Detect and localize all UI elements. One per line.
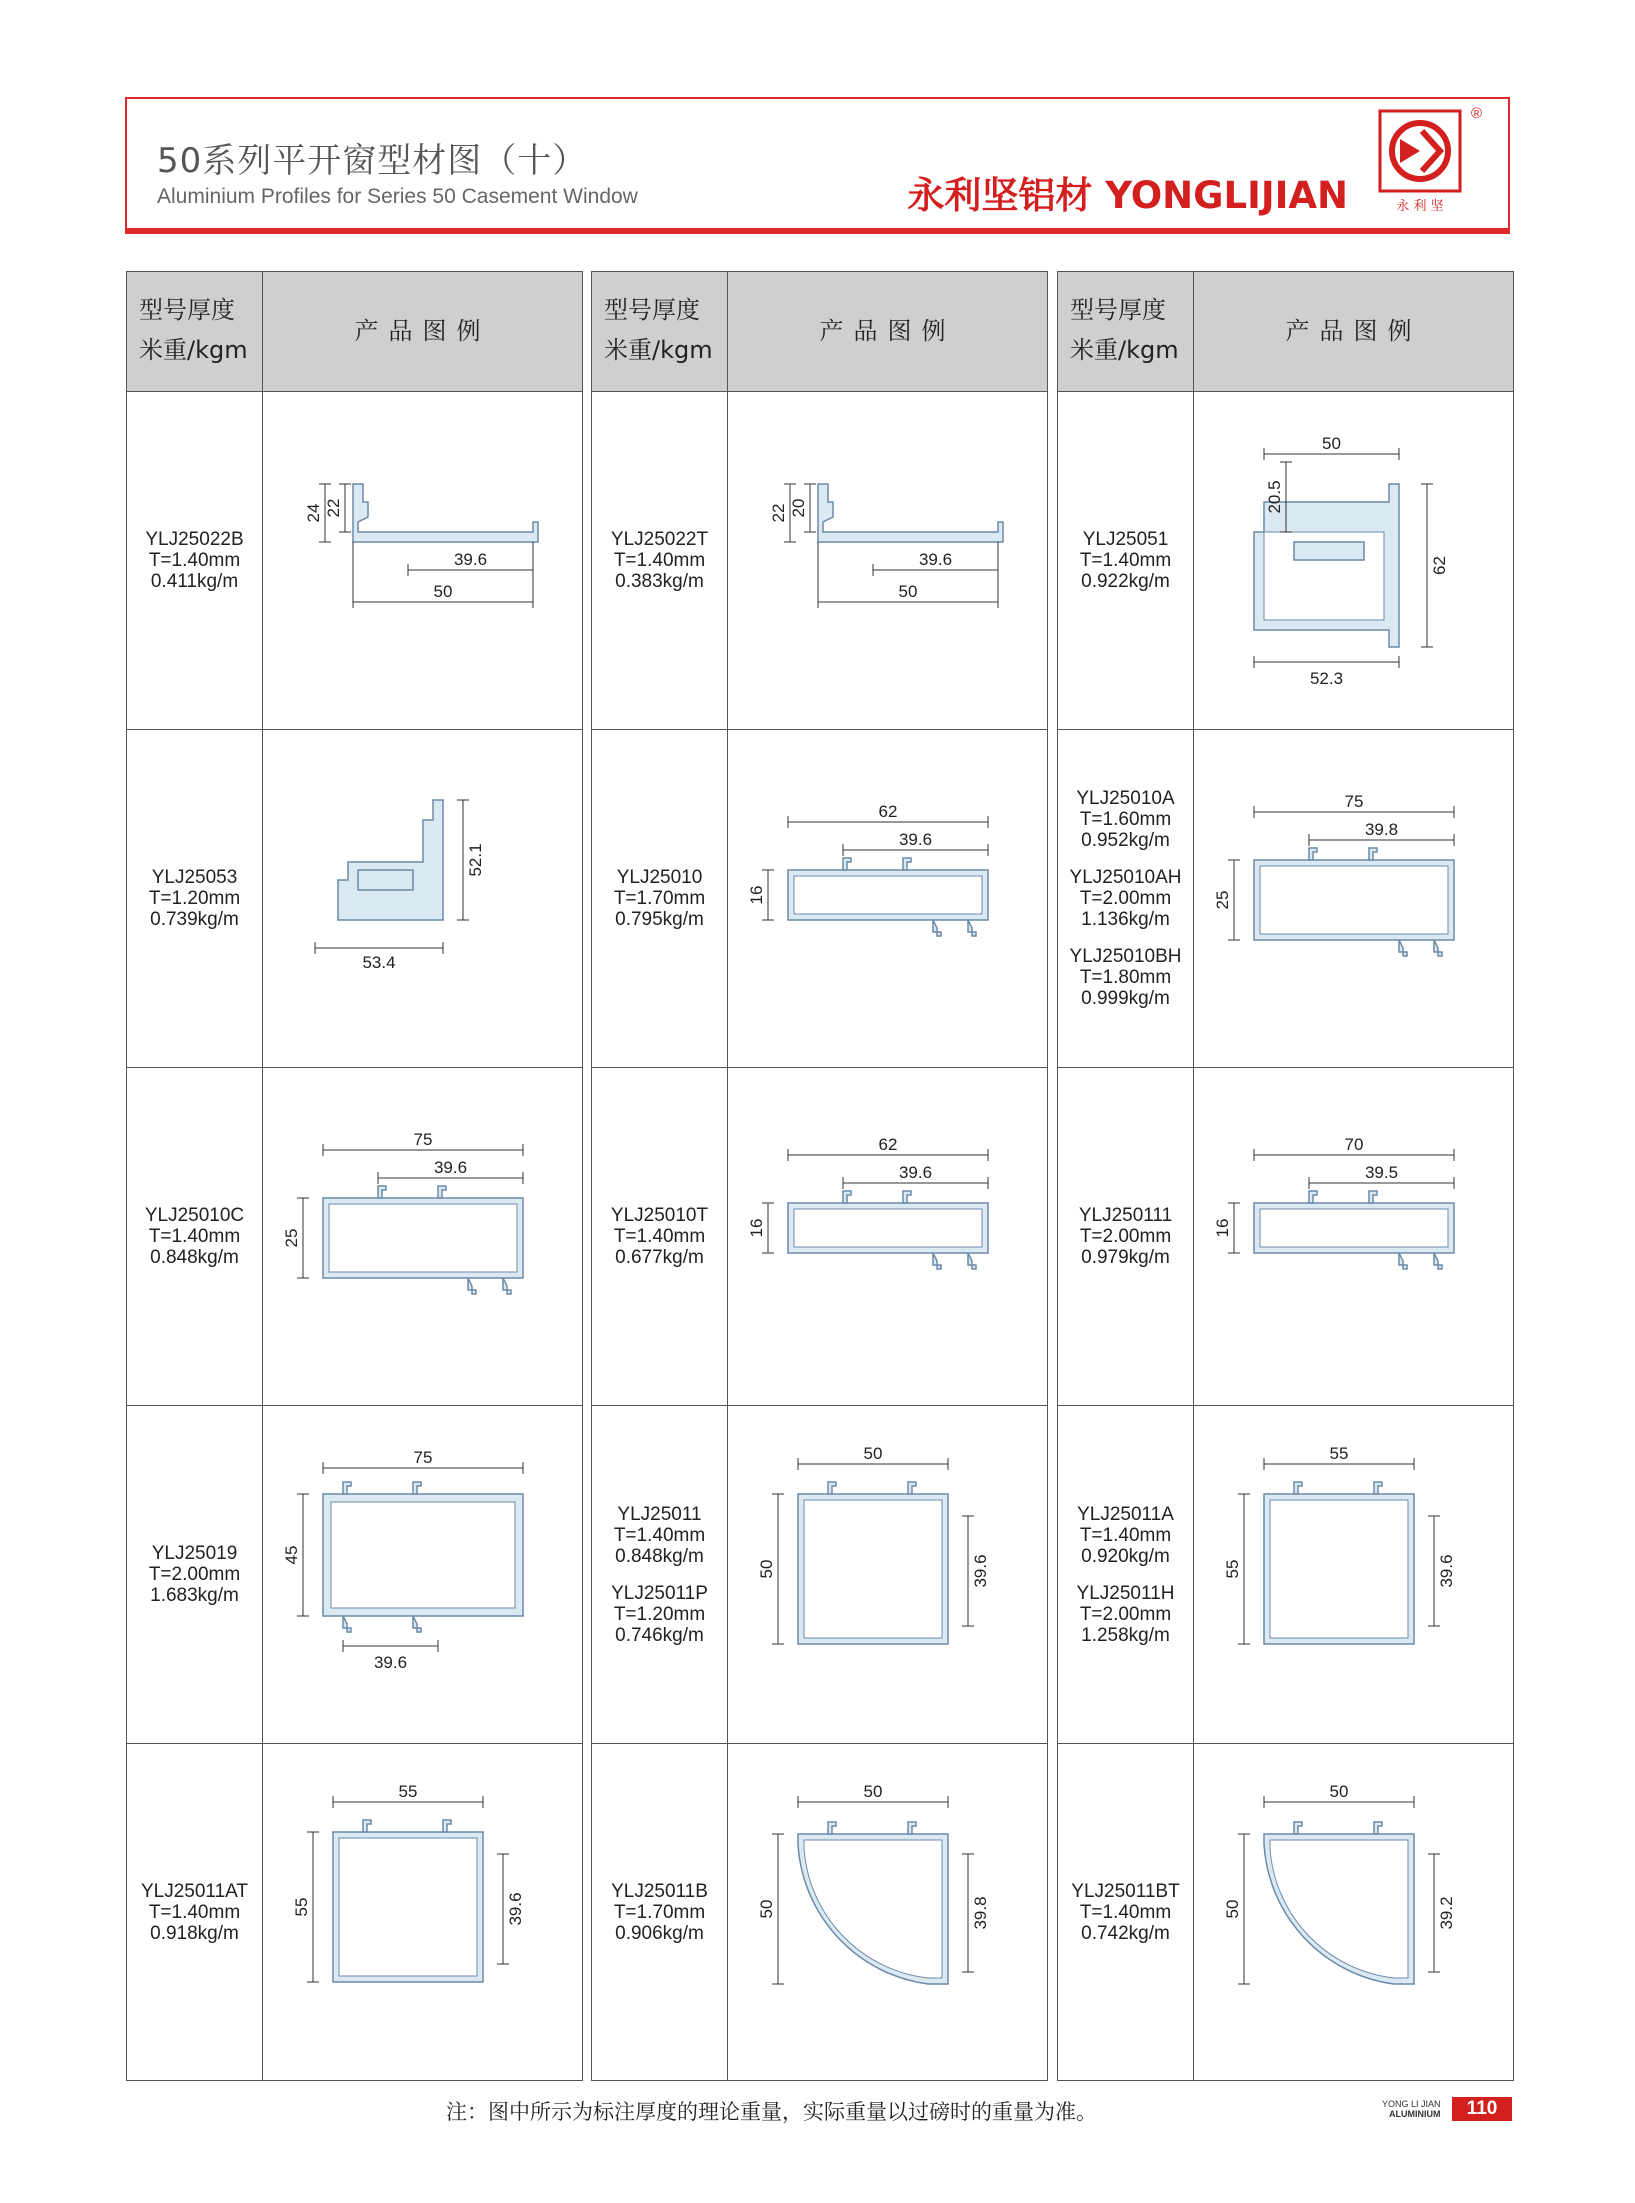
- svg-text:50: 50: [1329, 1782, 1349, 1801]
- profile-drawing: [263, 1406, 583, 1744]
- svg-text:50: 50: [1322, 434, 1341, 453]
- profile-figure: [1194, 392, 1513, 729]
- profile-figure: [263, 730, 582, 1067]
- unit-weight: 0.918kg/m: [150, 1923, 239, 1944]
- footer-note: 注：图中所示为标注厚度的理论重量，实际重量以过磅时的重量为准。: [446, 2100, 1097, 2124]
- svg-text:39.6: 39.6: [898, 830, 933, 849]
- unit-weight: 0.746kg/m: [615, 1624, 704, 1646]
- profile-drawing: [263, 1068, 583, 1406]
- svg-text:55: 55: [398, 1782, 418, 1801]
- table-row: [1058, 1067, 1513, 1405]
- profile-spec: [1070, 946, 1182, 1009]
- thickness: T=1.40mm: [148, 550, 241, 571]
- profile-spec: [149, 867, 240, 930]
- thickness: T=1.60mm: [1079, 809, 1172, 830]
- spec-header: 型号厚度 米重/kgm: [592, 272, 728, 391]
- table-header: [592, 272, 1047, 392]
- thickness: T=2.00mm: [1079, 888, 1172, 909]
- page-subtitle: Aluminium Profiles for Series 50 Casement Window: [157, 185, 638, 208]
- profile-spec: [1077, 1583, 1175, 1646]
- svg-text:39.6: 39.6: [898, 1163, 933, 1182]
- thickness: T=2.00mm: [1079, 1226, 1172, 1247]
- thickness: T=1.40mm: [613, 550, 706, 571]
- profile-figure: [728, 1068, 1047, 1405]
- table-row: [592, 1405, 1047, 1743]
- spec-cell: [127, 392, 263, 729]
- unit-weight: 0.411kg/m: [150, 571, 239, 592]
- page-header: [125, 97, 1510, 234]
- spec-cell: [1058, 1406, 1194, 1743]
- svg-text:20.5: 20.5: [1265, 480, 1284, 514]
- profile-figure: [728, 1744, 1047, 2081]
- svg-text:50: 50: [1223, 1899, 1242, 1919]
- thickness: T=1.40mm: [613, 1524, 706, 1546]
- profile-drawing: [728, 392, 1048, 730]
- unit-weight: 0.952kg/m: [1081, 830, 1170, 851]
- profile-figure: [728, 730, 1047, 1067]
- profile-figure: [1194, 730, 1513, 1067]
- svg-text:52.3: 52.3: [1309, 669, 1344, 688]
- thickness: T=1.40mm: [148, 1226, 241, 1247]
- unit-weight: 0.979kg/m: [1081, 1247, 1170, 1268]
- profile-spec: [611, 529, 708, 592]
- svg-text:39.2: 39.2: [1437, 1896, 1456, 1930]
- profile-drawing: [263, 1744, 583, 2082]
- model-number: YLJ25011P: [611, 1582, 708, 1604]
- table-row: [1058, 391, 1513, 729]
- svg-text:16: 16: [747, 1218, 766, 1238]
- table-row: [592, 1743, 1047, 2081]
- svg-text:39.6: 39.6: [1437, 1554, 1456, 1588]
- unit-weight: 0.999kg/m: [1081, 988, 1170, 1009]
- table-row: [127, 1405, 582, 1743]
- profile-figure: [263, 1744, 582, 2081]
- table-row: [1058, 729, 1513, 1067]
- thickness: T=1.20mm: [148, 888, 241, 909]
- profile-drawing: [1194, 1068, 1514, 1406]
- svg-text:55: 55: [292, 1897, 311, 1917]
- profile-drawing: [728, 1744, 1048, 2082]
- profile-drawing: [728, 1068, 1048, 1406]
- table-header: [127, 272, 582, 392]
- svg-text:50: 50: [863, 1444, 883, 1463]
- spec-cell: [592, 392, 728, 729]
- svg-text:50: 50: [898, 582, 918, 601]
- spec-cell: [592, 1406, 728, 1743]
- svg-text:75: 75: [413, 1130, 433, 1149]
- svg-text:39.6: 39.6: [433, 1158, 468, 1177]
- profile-spec: [145, 1205, 244, 1268]
- profile-figure: [263, 1068, 582, 1405]
- profile-spec: [611, 1881, 708, 1944]
- brand-logo-icon: [1378, 109, 1462, 215]
- profile-drawing: [1194, 392, 1514, 730]
- spec-cell: [127, 1068, 263, 1405]
- svg-text:24: 24: [304, 503, 323, 523]
- profile-spec: [611, 1583, 708, 1646]
- figure-header: 产品图例: [819, 317, 956, 345]
- svg-text:39.6: 39.6: [373, 1653, 408, 1672]
- spec-cell: [592, 1068, 728, 1405]
- model-number: YLJ25011: [617, 1503, 702, 1525]
- svg-text:39.8: 39.8: [971, 1896, 990, 1930]
- model-number: YLJ250111: [1078, 1205, 1173, 1226]
- model-number: YLJ25053: [151, 867, 238, 888]
- model-number: YLJ25022B: [145, 529, 244, 550]
- spec-cell: [1058, 1744, 1194, 2081]
- svg-text:16: 16: [747, 885, 766, 905]
- profile-drawing: [728, 730, 1048, 1068]
- svg-text:45: 45: [282, 1545, 301, 1565]
- logo-sub-label: 永 利 坚: [1396, 199, 1444, 214]
- table-row: [127, 729, 582, 1067]
- spec-cell: [1058, 730, 1194, 1067]
- unit-weight: 0.848kg/m: [615, 1545, 704, 1567]
- svg-text:55: 55: [1329, 1444, 1349, 1463]
- profile-spec: [1077, 1504, 1174, 1567]
- model-number: YLJ25022T: [610, 529, 709, 550]
- thickness: T=1.40mm: [613, 1226, 706, 1247]
- profile-figure: [263, 392, 582, 729]
- svg-text:39.8: 39.8: [1364, 820, 1399, 839]
- profile-spec: [1071, 1881, 1179, 1944]
- spec-cell: [592, 730, 728, 1067]
- svg-text:62: 62: [878, 802, 898, 821]
- unit-weight: 0.677kg/m: [615, 1247, 704, 1268]
- figure-header: 产品图例: [354, 317, 491, 345]
- spec-cell: [127, 730, 263, 1067]
- model-number: YLJ25051: [1082, 529, 1169, 550]
- table-header: [1058, 272, 1513, 392]
- model-number: YLJ25010AH: [1069, 867, 1182, 888]
- profile-spec: [1070, 867, 1182, 930]
- unit-weight: 0.922kg/m: [1081, 571, 1170, 592]
- profile-spec: [149, 1543, 240, 1606]
- profile-drawing: [263, 730, 583, 1068]
- svg-text:39.6: 39.6: [971, 1554, 990, 1588]
- table-row: [127, 1067, 582, 1405]
- spec-cell: [592, 1744, 728, 2081]
- unit-weight: 0.848kg/m: [150, 1247, 239, 1268]
- svg-text:20: 20: [789, 498, 808, 518]
- spec-header: 型号厚度 米重/kgm: [127, 272, 263, 391]
- profile-figure: [1194, 1744, 1513, 2081]
- svg-text:53.4: 53.4: [362, 953, 396, 972]
- svg-text:25: 25: [1213, 890, 1232, 910]
- model-number: YLJ25011AT: [140, 1881, 249, 1902]
- svg-text:25: 25: [282, 1228, 301, 1248]
- svg-text:50: 50: [863, 1782, 883, 1801]
- profile-spec: [614, 1504, 705, 1567]
- profile-drawing: [263, 392, 583, 730]
- model-number: YLJ25010: [616, 867, 703, 888]
- model-number: YLJ25011A: [1077, 1503, 1174, 1525]
- model-number: YLJ25010A: [1076, 788, 1175, 809]
- svg-text:62: 62: [878, 1135, 898, 1154]
- model-number: YLJ25011B: [611, 1881, 708, 1902]
- profile-drawing: [1194, 1744, 1514, 2082]
- thickness: T=1.40mm: [1079, 1524, 1172, 1546]
- table-row: [592, 1067, 1047, 1405]
- model-number: YLJ25010C: [144, 1205, 245, 1226]
- svg-text:39.6: 39.6: [918, 550, 953, 569]
- model-number: YLJ25011H: [1076, 1582, 1175, 1604]
- registered-mark: ®: [1470, 105, 1482, 122]
- model-number: YLJ25010T: [610, 1205, 709, 1226]
- svg-text:50: 50: [433, 582, 453, 601]
- profile-drawing: [1194, 1406, 1514, 1744]
- page-number: 110: [1452, 2097, 1512, 2121]
- profile-drawing: [1194, 730, 1514, 1068]
- profile-spec: [1079, 1205, 1172, 1268]
- brand-name: 永利坚铝材 YONGLIJIAN: [907, 174, 1348, 217]
- spec-table-1: [126, 271, 583, 2081]
- profile-spec: [141, 1881, 248, 1944]
- footer-brand: YONG LI JIAN ALUMINIUM: [1382, 2099, 1441, 2119]
- thickness: T=1.40mm: [148, 1902, 241, 1923]
- svg-text:16: 16: [1213, 1218, 1232, 1238]
- unit-weight: 1.683kg/m: [150, 1585, 239, 1606]
- unit-weight: 0.795kg/m: [615, 909, 704, 930]
- page-title: 50系列平开窗型材图（十）: [157, 141, 588, 181]
- model-number: YLJ25019: [151, 1543, 238, 1564]
- table-row: [1058, 1405, 1513, 1743]
- svg-text:50: 50: [757, 1559, 776, 1579]
- spec-cell: [1058, 392, 1194, 729]
- profile-figure: [728, 392, 1047, 729]
- thickness: T=1.20mm: [613, 1603, 706, 1625]
- unit-weight: 0.742kg/m: [1081, 1923, 1170, 1944]
- spec-table-2: [591, 271, 1048, 2081]
- profile-spec: [1076, 788, 1174, 851]
- thickness: T=1.40mm: [1079, 550, 1172, 571]
- svg-text:62: 62: [1430, 556, 1449, 575]
- unit-weight: 1.136kg/m: [1081, 909, 1170, 930]
- figure-header: 产品图例: [1285, 317, 1422, 345]
- thickness: T=1.40mm: [1079, 1902, 1172, 1923]
- spec-cell: [1058, 1068, 1194, 1405]
- svg-text:52.1: 52.1: [466, 843, 485, 877]
- table-row: [592, 391, 1047, 729]
- thickness: T=2.00mm: [148, 1564, 241, 1585]
- svg-text:39.6: 39.6: [453, 550, 488, 569]
- spec-table-3: [1057, 271, 1514, 2081]
- svg-text:55: 55: [1223, 1559, 1242, 1579]
- spec-cell: [127, 1744, 263, 2081]
- unit-weight: 0.906kg/m: [615, 1923, 704, 1944]
- svg-text:39.6: 39.6: [506, 1892, 525, 1926]
- unit-weight: 0.739kg/m: [150, 909, 239, 930]
- spec-cell: [127, 1406, 263, 1743]
- thickness: T=1.70mm: [613, 888, 706, 909]
- profile-spec: [611, 1205, 708, 1268]
- svg-text:70: 70: [1344, 1135, 1364, 1154]
- svg-text:39.5: 39.5: [1364, 1163, 1399, 1182]
- svg-text:50: 50: [757, 1899, 776, 1919]
- svg-text:75: 75: [413, 1448, 433, 1467]
- thickness: T=2.00mm: [1079, 1603, 1172, 1625]
- table-row: [592, 729, 1047, 1067]
- spec-header: 型号厚度 米重/kgm: [1058, 272, 1194, 391]
- unit-weight: 0.920kg/m: [1081, 1545, 1170, 1567]
- profile-figure: [1194, 1068, 1513, 1405]
- svg-text:22: 22: [769, 503, 788, 523]
- table-row: [127, 391, 582, 729]
- model-number: YLJ25010BH: [1069, 946, 1182, 967]
- profile-spec: [145, 529, 243, 592]
- thickness: T=1.70mm: [613, 1902, 706, 1923]
- profile-spec: [614, 867, 705, 930]
- table-row: [1058, 1743, 1513, 2081]
- profile-spec: [1080, 529, 1171, 592]
- table-row: [127, 1743, 582, 2081]
- model-number: YLJ25011BT: [1071, 1881, 1180, 1902]
- profile-figure: [1194, 1406, 1513, 1743]
- profile-figure: [263, 1406, 582, 1743]
- profile-drawing: [728, 1406, 1048, 1744]
- svg-text:75: 75: [1344, 792, 1364, 811]
- unit-weight: 0.383kg/m: [615, 571, 704, 592]
- profile-figure: [728, 1406, 1047, 1743]
- svg-text:22: 22: [324, 498, 343, 518]
- unit-weight: 1.258kg/m: [1081, 1624, 1170, 1646]
- thickness: T=1.80mm: [1079, 967, 1172, 988]
